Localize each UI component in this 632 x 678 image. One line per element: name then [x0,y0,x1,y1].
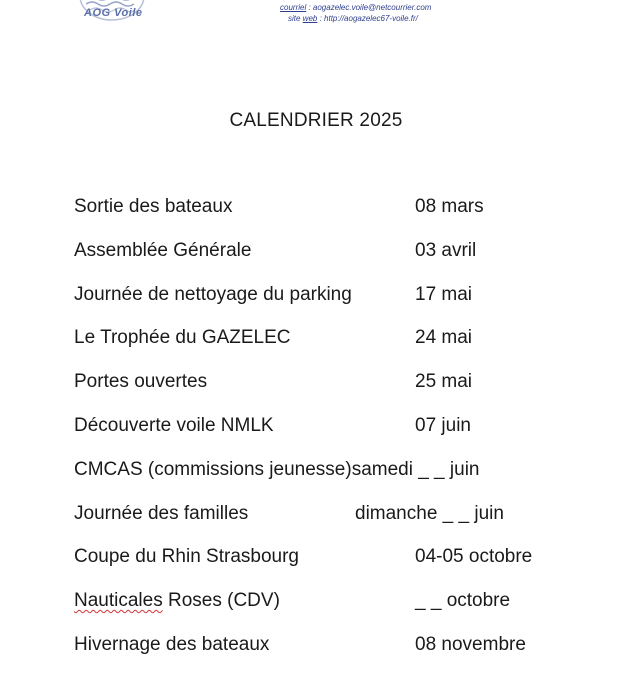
website-separator: : [317,14,325,23]
calendar-row [74,327,479,371]
event-date: 08 mars [415,196,484,217]
event-name: Assemblée Générale [74,239,252,261]
event-date: 25 mai [415,371,473,393]
event-name: Hivernage des bateaux [74,633,270,655]
event-name: Journée des familles [74,502,249,524]
website-link[interactable]: http://aogazelec67-voile.fr/ [324,14,418,23]
event-date: _ _ octobre [415,590,511,612]
email-link[interactable]: aogazelec.voile@netcourrier.com [312,3,432,12]
email-line [280,2,431,13]
event-date: 17 mai [415,283,473,305]
event-date: samedi _ _ juin [351,458,480,480]
website-line [288,13,418,24]
calendar-row [74,590,511,634]
calendar-row [74,415,479,459]
logo-text: AOG Voile [84,7,143,19]
email-separator: : [306,3,313,12]
event-date: 07 juin [415,414,471,436]
event-name: Coupe du Rhin Strasbourg [74,546,299,568]
event-name: Sortie des bateaux [74,196,233,217]
calendar-row [74,240,479,284]
event-name: Portes ouvertes [74,371,208,393]
calendar-row [74,371,479,415]
event-name-rest: Roses (CDV) [162,590,280,612]
page-title: CALENDRIER 2025 [229,110,403,131]
calendar-row [74,284,479,328]
event-name: Découverte voile NMLK [74,414,274,436]
event-date: dimanche _ _ juin [355,502,504,524]
event-date: 03 avril [415,239,477,261]
website-label: web [302,14,318,23]
event-name: Le Trophée du GAZELEC [74,327,291,349]
calendar-row [74,633,526,678]
event-date: 04-05 octobre [415,546,533,568]
document-header [0,0,632,40]
calendar-row [74,502,504,547]
calendar-row [74,459,479,503]
email-label: courriel [280,3,307,12]
calendar-list [74,196,533,678]
calendar-row [74,196,484,240]
spellcheck-word: Nauticales [74,590,163,612]
event-name: Journée de nettoyage du parking [74,283,352,305]
calendar-row [74,546,533,590]
event-name: CMCAS (commissions jeunesse) [74,458,352,480]
event-name [74,590,280,612]
website-prefix: site [288,14,303,23]
event-date: 08 novembre [415,633,526,655]
event-date: 24 mai [415,327,473,349]
